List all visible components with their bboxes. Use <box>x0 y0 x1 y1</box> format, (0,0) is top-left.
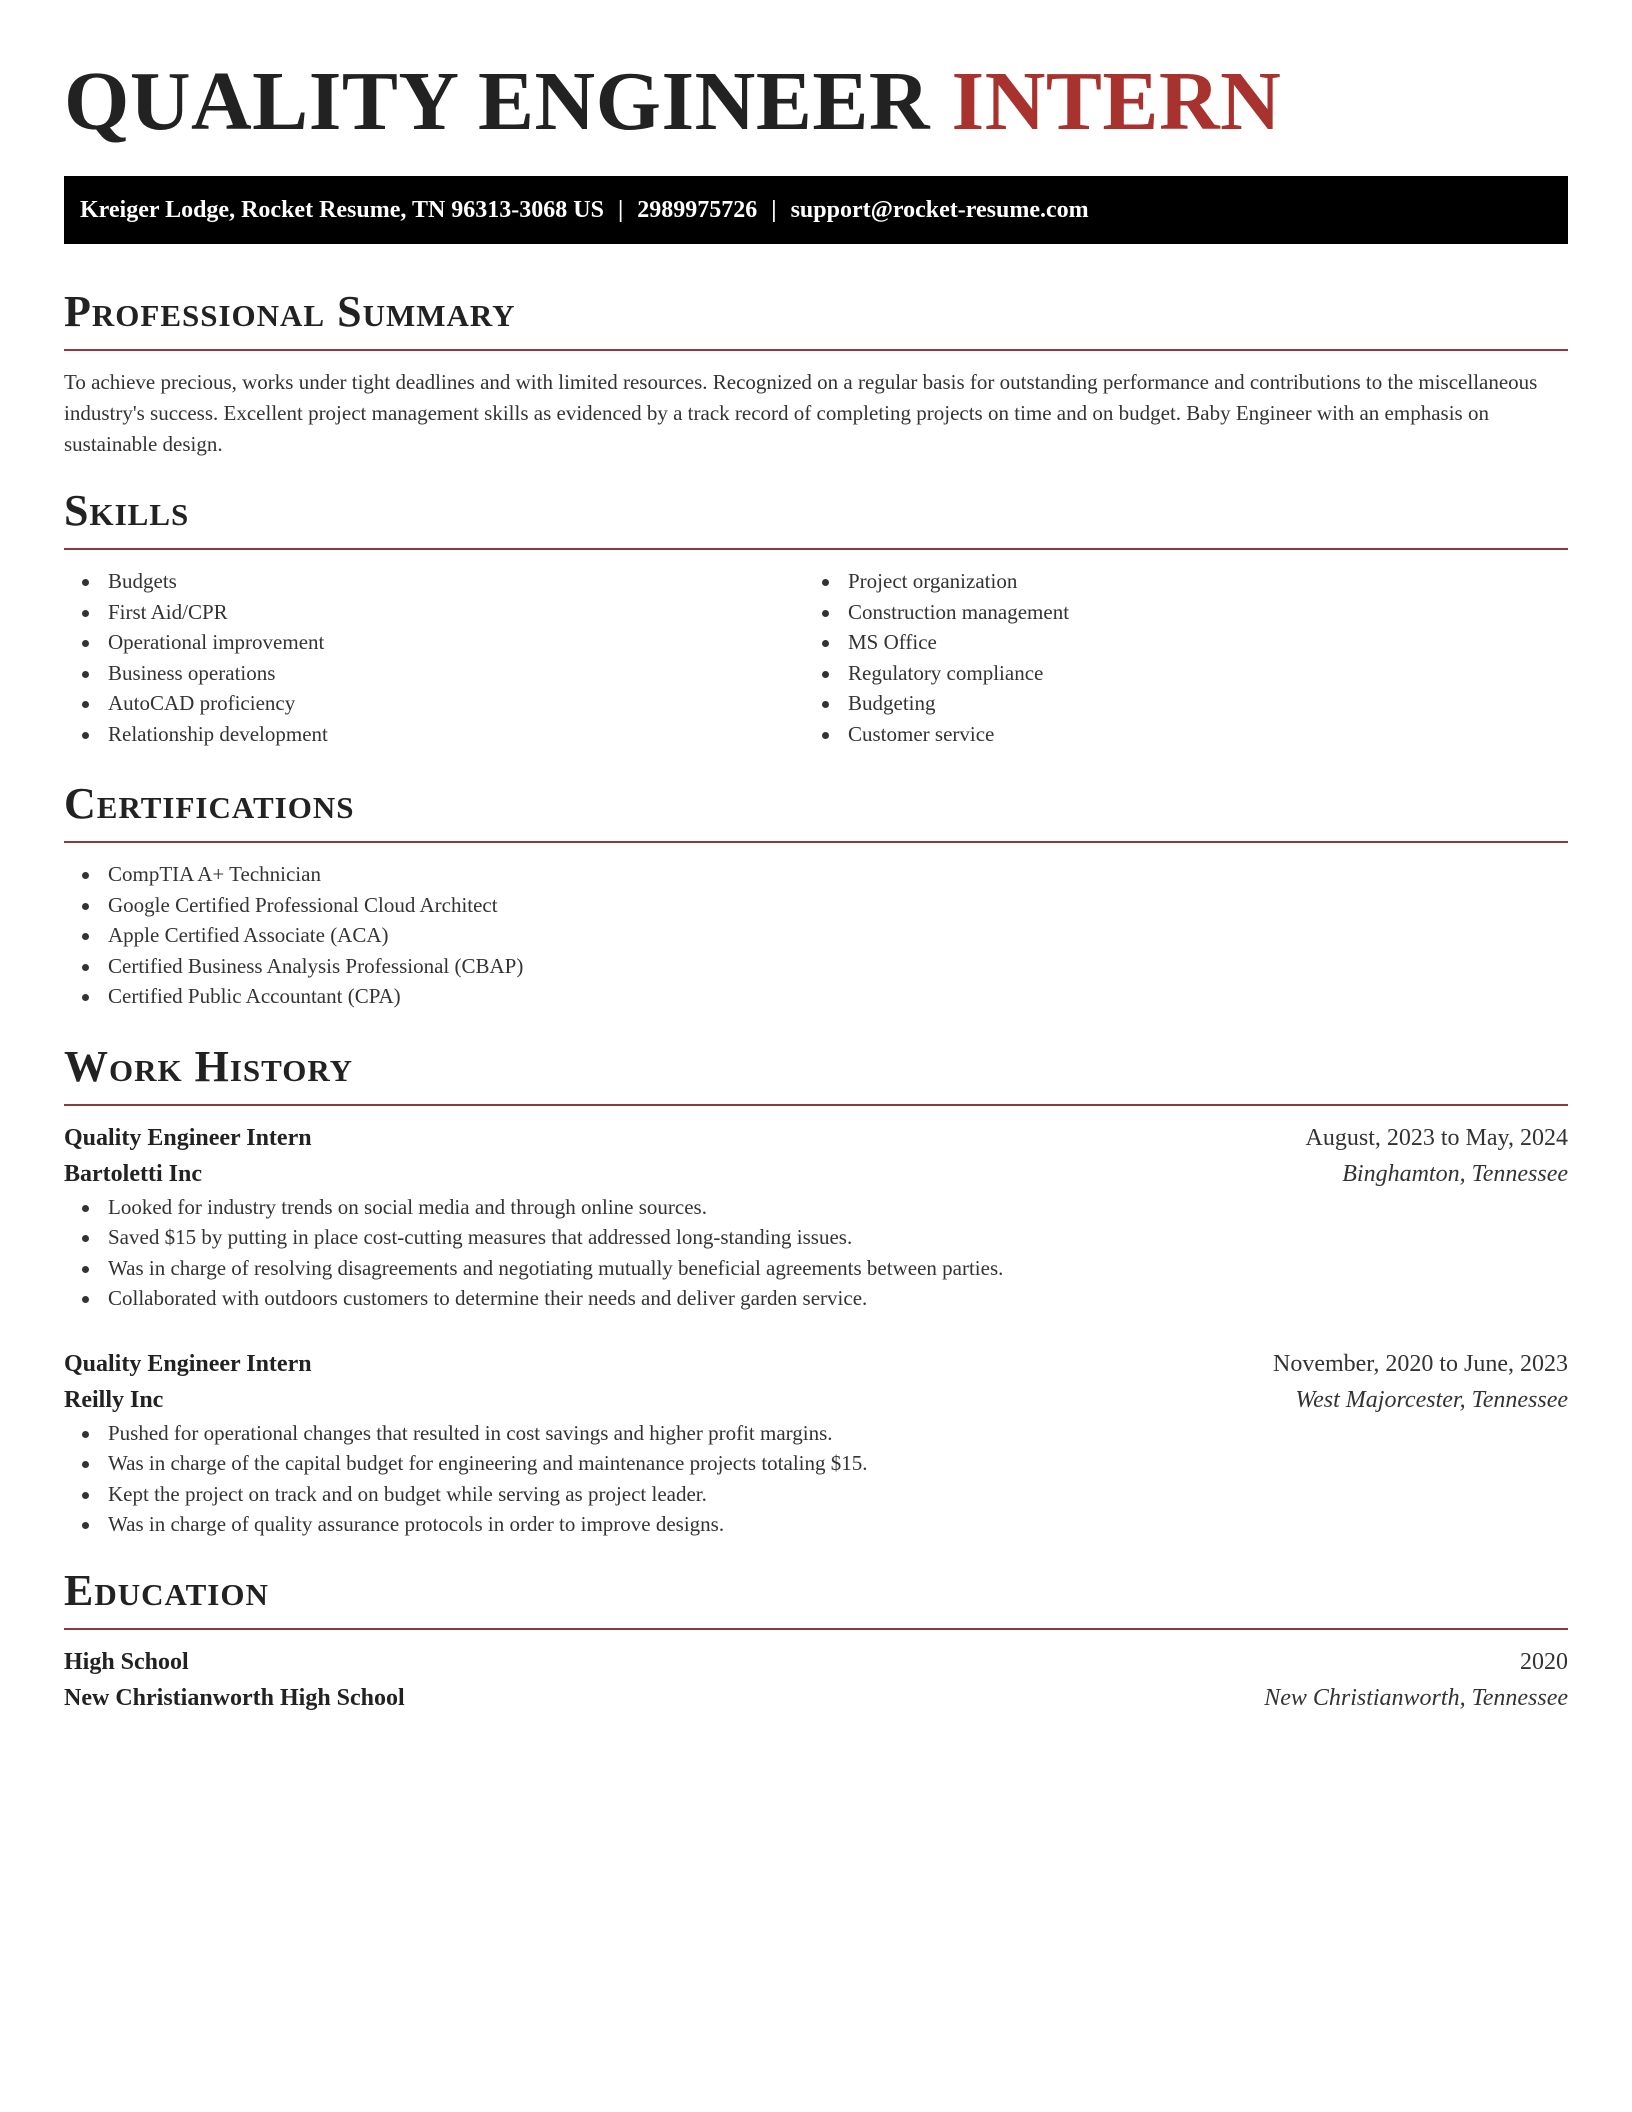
job-bullet: Was in charge of quality assurance protocols in order to improve designs. <box>64 1509 1568 1540</box>
section-divider <box>64 349 1568 351</box>
job-header-row <box>64 1346 1568 1382</box>
skill-item: MS Office <box>804 627 1544 658</box>
job-title: Quality Engineer Intern <box>64 1350 312 1377</box>
job-title: Quality Engineer Intern <box>64 1124 312 1151</box>
education-school-row <box>64 1680 1568 1716</box>
section-divider <box>64 841 1568 843</box>
job-bullet: Collaborated with outdoors customers to determine their needs and deliver garden service. <box>64 1283 1568 1314</box>
skills-heading: Skills <box>64 486 190 535</box>
job-bullet: Pushed for operational changes that resulted in cost savings and higher profit margins. <box>64 1418 1568 1449</box>
skill-item: Construction management <box>804 597 1544 628</box>
job-bullet: Kept the project on track and on budget while serving as project leader. <box>64 1479 1568 1510</box>
certifications-list <box>64 859 1568 1012</box>
section-divider <box>64 548 1568 550</box>
contact-separator: | <box>617 197 624 223</box>
education-location: New Christianworth, Tennessee <box>1264 1684 1568 1711</box>
contact-bar <box>64 176 1568 244</box>
contact-phone: 2989975726 <box>637 197 758 223</box>
job-bullet: Saved $15 by putting in place cost-cutting measures that addressed long-standing issues. <box>64 1222 1568 1253</box>
summary-section <box>64 287 1568 460</box>
summary-heading: Professional Summary <box>64 287 516 336</box>
education-heading: Education <box>64 1565 269 1615</box>
certification-item: Certified Business Analysis Professional (CBAP) <box>64 951 1568 982</box>
certification-item: CompTIA A+ Technician <box>64 859 1568 890</box>
skill-item: Operational improvement <box>64 627 804 658</box>
job-company-row <box>64 1382 1568 1418</box>
skill-item: Customer service <box>804 719 1544 750</box>
education-header-row <box>64 1644 1568 1680</box>
work-history-heading: Work History <box>64 1041 354 1091</box>
contact-address: Kreiger Lodge, Rocket Resume, TN 96313-3068 US <box>80 197 604 223</box>
skill-item: First Aid/CPR <box>64 597 804 628</box>
job-bullets <box>64 1192 1568 1314</box>
certification-item: Certified Public Accountant (CPA) <box>64 981 1568 1012</box>
resume-title <box>64 0 1568 176</box>
title-main: QUALITY ENGINEER <box>64 55 931 148</box>
job-bullet: Looked for industry trends on social media and through online sources. <box>64 1192 1568 1223</box>
skill-item: Project organization <box>804 566 1544 597</box>
title-accent: INTERN <box>951 55 1282 148</box>
certification-item: Apple Certified Associate (ACA) <box>64 920 1568 951</box>
job-bullet: Was in charge of the capital budget for engineering and maintenance projects totaling $15. <box>64 1448 1568 1479</box>
skill-item: Relationship development <box>64 719 804 750</box>
job-header-row <box>64 1120 1568 1156</box>
education-year: 2020 <box>1520 1648 1568 1675</box>
education-degree: High School <box>64 1648 189 1675</box>
skills-column-left <box>64 566 804 749</box>
contact-separator: | <box>771 197 777 223</box>
job-entry <box>64 1346 1568 1540</box>
job-bullet: Was in charge of resolving disagreements and negotiating mutually beneficial agreements between parties. <box>64 1253 1568 1284</box>
skills-section <box>64 486 1568 749</box>
skill-item: AutoCAD proficiency <box>64 688 804 719</box>
skill-item: Budgeting <box>804 688 1544 719</box>
contact-email: support@rocket-resume.com <box>790 197 1089 223</box>
job-company-row <box>64 1156 1568 1192</box>
job-dates: November, 2020 to June, 2023 <box>1273 1350 1568 1377</box>
job-location: Binghamton, Tennessee <box>1342 1160 1568 1187</box>
job-company: Bartoletti Inc <box>64 1160 202 1187</box>
job-location: West Majorcester, Tennessee <box>1295 1386 1568 1413</box>
section-divider <box>64 1628 1568 1630</box>
certifications-heading: Certifications <box>64 779 355 828</box>
certifications-section <box>64 779 1568 1012</box>
summary-text: To achieve precious, works under tight deadlines and with limited resources. Recognized on a regular basis for outstanding performance and contributions to the miscellaneous industry's success. Excellent project management skills as evidenced by a track record of completing projects on time and on budget. Baby Engineer with an emphasis on sustainable design. <box>64 370 1538 456</box>
education-school: New Christianworth High School <box>64 1684 405 1711</box>
education-entry <box>64 1644 1568 1716</box>
education-section <box>64 1566 1568 1716</box>
job-bullets <box>64 1418 1568 1540</box>
skill-item: Business operations <box>64 658 804 689</box>
skills-grid <box>64 566 1568 749</box>
job-dates: August, 2023 to May, 2024 <box>1305 1124 1568 1151</box>
skill-item: Budgets <box>64 566 804 597</box>
skill-item: Regulatory compliance <box>804 658 1544 689</box>
job-entry <box>64 1120 1568 1314</box>
section-divider <box>64 1104 1568 1106</box>
work-history-section <box>64 1042 1568 1540</box>
certification-item: Google Certified Professional Cloud Architect <box>64 890 1568 921</box>
resume-page <box>64 0 1568 1716</box>
job-company: Reilly Inc <box>64 1386 164 1413</box>
skills-column-right <box>804 566 1544 749</box>
